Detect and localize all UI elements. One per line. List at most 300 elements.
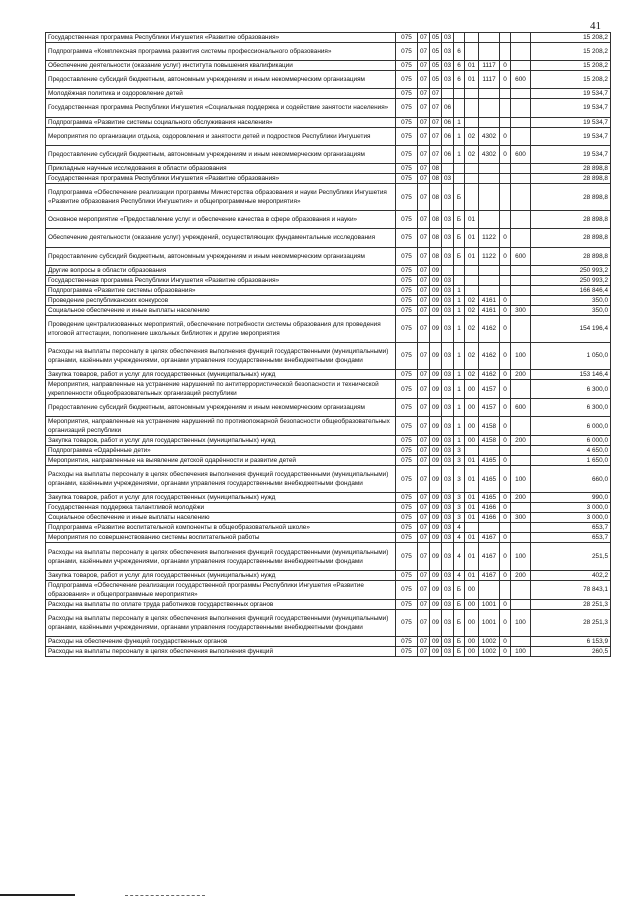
table-row xyxy=(46,43,611,61)
code-cell: 08 xyxy=(430,211,442,229)
item-name: Подпрограмма «Развитие воспитательной компоненты в общеобразовательной школе» xyxy=(46,523,396,533)
table-row xyxy=(46,503,611,513)
code-cell: 075 xyxy=(396,61,418,71)
code-cell xyxy=(479,211,500,229)
code-cell: 03 xyxy=(442,305,454,315)
code-cell: 4 xyxy=(454,543,465,570)
code-cell: 09 xyxy=(430,493,442,503)
code-cell xyxy=(500,173,511,183)
code-cell: 075 xyxy=(396,609,418,636)
code-cell: 4161 xyxy=(479,295,500,305)
code-cell: 1 xyxy=(454,315,465,342)
code-cell: 4302 xyxy=(479,127,500,145)
code-cell: 075 xyxy=(396,173,418,183)
code-cell: 01 xyxy=(465,466,479,493)
item-name: Прикладные научные исследования в области образования xyxy=(46,163,396,173)
code-cell xyxy=(511,580,531,599)
code-cell: 07 xyxy=(418,446,430,456)
code-cell: 100 xyxy=(511,646,531,656)
item-name: Мероприятия по организации отдыха, оздоровления и занятости детей и подростков Республики Ингушетия xyxy=(46,127,396,145)
code-cell xyxy=(511,533,531,543)
code-cell: 07 xyxy=(418,342,430,369)
code-cell: 09 xyxy=(430,285,442,295)
code-cell: 600 xyxy=(511,71,531,89)
code-cell xyxy=(479,580,500,599)
table-row xyxy=(46,173,611,183)
item-name: Предоставление субсидий бюджетным, автономным учреждениям и иным некоммерческим организациям xyxy=(46,71,396,89)
amount-cell: 653,7 xyxy=(531,523,611,533)
code-cell: 0 xyxy=(500,609,511,636)
code-cell xyxy=(511,599,531,609)
code-cell: 200 xyxy=(511,570,531,580)
code-cell: 4 xyxy=(454,533,465,543)
code-cell: 07 xyxy=(418,89,430,99)
code-cell: 00 xyxy=(465,609,479,636)
code-cell xyxy=(479,173,500,183)
item-name: Государственная программа Республики Ингушетия «Развитие образования» xyxy=(46,33,396,43)
code-cell xyxy=(454,265,465,275)
table-row xyxy=(46,247,611,265)
code-cell xyxy=(454,173,465,183)
table-row xyxy=(46,646,611,656)
code-cell: 1 xyxy=(454,370,465,380)
code-cell: 075 xyxy=(396,127,418,145)
code-cell: 00 xyxy=(465,636,479,646)
code-cell: 1 xyxy=(454,380,465,399)
code-cell: 09 xyxy=(430,295,442,305)
table-row xyxy=(46,399,611,417)
amount-cell: 153 146,4 xyxy=(531,370,611,380)
item-name: Молодёжная политика и оздоровление детей xyxy=(46,89,396,99)
code-cell: 03 xyxy=(442,543,454,570)
code-cell: 4167 xyxy=(479,543,500,570)
code-cell: 03 xyxy=(442,315,454,342)
code-cell: Б xyxy=(454,609,465,636)
amount-cell: 3 000,0 xyxy=(531,503,611,513)
code-cell: 07 xyxy=(418,609,430,636)
code-cell xyxy=(465,43,479,61)
code-cell: 08 xyxy=(430,183,442,210)
code-cell: 00 xyxy=(465,580,479,599)
code-cell xyxy=(442,163,454,173)
amount-cell: 350,0 xyxy=(531,305,611,315)
code-cell: 07 xyxy=(418,211,430,229)
code-cell: 1122 xyxy=(479,229,500,247)
code-cell: 075 xyxy=(396,436,418,446)
code-cell: 075 xyxy=(396,145,418,163)
amount-cell: 28 251,3 xyxy=(531,609,611,636)
code-cell: 07 xyxy=(418,127,430,145)
code-cell: 4165 xyxy=(479,466,500,493)
code-cell: 4 xyxy=(454,523,465,533)
code-cell: 1 xyxy=(454,342,465,369)
code-cell: 08 xyxy=(430,173,442,183)
amount-cell: 19 534,7 xyxy=(531,99,611,117)
code-cell: 07 xyxy=(418,145,430,163)
item-name: Расходы на выплаты персоналу в целях обеспечения выполнения функций государственными (муниципальными) органами, казёнными учреждениями, органами управления государственными внебюджетными фондами xyxy=(46,342,396,369)
table-row xyxy=(46,285,611,295)
item-name: Другие вопросы в области образования xyxy=(46,265,396,275)
code-cell: 03 xyxy=(442,570,454,580)
code-cell: 03 xyxy=(442,646,454,656)
code-cell: 00 xyxy=(465,399,479,417)
code-cell: 600 xyxy=(511,145,531,163)
code-cell: 4166 xyxy=(479,513,500,523)
item-name: Мероприятия, направленные на устранение нарушений по противопожарной безопасности общеобразовательных организаций республики xyxy=(46,417,396,436)
code-cell: 02 xyxy=(465,295,479,305)
code-cell xyxy=(465,285,479,295)
code-cell: Б xyxy=(454,646,465,656)
code-cell: 01 xyxy=(465,229,479,247)
code-cell: 075 xyxy=(396,342,418,369)
code-cell: 075 xyxy=(396,315,418,342)
code-cell: 4162 xyxy=(479,370,500,380)
code-cell: 09 xyxy=(430,570,442,580)
code-cell: 07 xyxy=(418,275,430,285)
table-row xyxy=(46,145,611,163)
amount-cell: 660,0 xyxy=(531,466,611,493)
code-cell: 075 xyxy=(396,265,418,275)
code-cell xyxy=(511,275,531,285)
amount-cell: 28 251,3 xyxy=(531,599,611,609)
code-cell: 075 xyxy=(396,543,418,570)
code-cell: 07 xyxy=(418,513,430,523)
code-cell: 05 xyxy=(430,33,442,43)
code-cell: 06 xyxy=(442,117,454,127)
table-row xyxy=(46,570,611,580)
code-cell: 09 xyxy=(430,533,442,543)
code-cell: 07 xyxy=(430,117,442,127)
code-cell: 09 xyxy=(430,315,442,342)
amount-cell: 28 898,8 xyxy=(531,183,611,210)
code-cell xyxy=(511,61,531,71)
item-name: Предоставление субсидий бюджетным, автономным учреждениям и иным некоммерческим организациям xyxy=(46,399,396,417)
code-cell: 1 xyxy=(454,417,465,436)
code-cell: 01 xyxy=(465,570,479,580)
code-cell: 075 xyxy=(396,117,418,127)
code-cell: 075 xyxy=(396,295,418,305)
code-cell: 07 xyxy=(418,399,430,417)
code-cell: 4162 xyxy=(479,315,500,342)
code-cell: 600 xyxy=(511,399,531,417)
code-cell: 02 xyxy=(465,342,479,369)
code-cell: 07 xyxy=(418,636,430,646)
item-name: Подпрограмма «Развитие системы образования» xyxy=(46,285,396,295)
item-name: Подпрограмма «Развитие системы социального обслуживания населения» xyxy=(46,117,396,127)
code-cell: 0 xyxy=(500,342,511,369)
code-cell: 075 xyxy=(396,43,418,61)
table-row xyxy=(46,609,611,636)
code-cell: 3 xyxy=(454,513,465,523)
code-cell xyxy=(511,636,531,646)
amount-cell: 250 993,2 xyxy=(531,275,611,285)
amount-cell: 3 000,0 xyxy=(531,513,611,523)
code-cell: 6 xyxy=(454,61,465,71)
code-cell xyxy=(511,295,531,305)
amount-cell: 990,0 xyxy=(531,493,611,503)
code-cell: 4158 xyxy=(479,417,500,436)
code-cell xyxy=(454,275,465,285)
item-name: Расходы на обеспечение функций государственных органов xyxy=(46,636,396,646)
code-cell: 075 xyxy=(396,599,418,609)
code-cell: 00 xyxy=(465,646,479,656)
code-cell: 03 xyxy=(442,285,454,295)
table-row xyxy=(46,380,611,399)
amount-cell: 402,2 xyxy=(531,570,611,580)
amount-cell: 154 196,4 xyxy=(531,315,611,342)
code-cell: 07 xyxy=(418,247,430,265)
table-row xyxy=(46,265,611,275)
code-cell xyxy=(500,99,511,117)
code-cell: 03 xyxy=(442,580,454,599)
code-cell: 07 xyxy=(418,533,430,543)
code-cell xyxy=(454,163,465,173)
item-name: Основное мероприятие «Предоставление услуг и обеспечение качества в сфере образования и науки» xyxy=(46,211,396,229)
code-cell xyxy=(479,183,500,210)
code-cell: 075 xyxy=(396,380,418,399)
table-row xyxy=(46,436,611,446)
code-cell: 07 xyxy=(418,417,430,436)
code-cell: 0 xyxy=(500,417,511,436)
code-cell: 08 xyxy=(430,163,442,173)
table-row xyxy=(46,211,611,229)
code-cell: 03 xyxy=(442,342,454,369)
amount-cell: 260,5 xyxy=(531,646,611,656)
code-cell: 07 xyxy=(418,543,430,570)
code-cell xyxy=(465,275,479,285)
code-cell: 075 xyxy=(396,33,418,43)
code-cell: 03 xyxy=(442,380,454,399)
code-cell xyxy=(465,446,479,456)
item-name: Закупка товаров, работ и услуг для государственных (муниципальных) нужд xyxy=(46,436,396,446)
code-cell: 1 xyxy=(454,117,465,127)
code-cell xyxy=(511,33,531,43)
amount-cell: 28 898,8 xyxy=(531,163,611,173)
code-cell: 075 xyxy=(396,399,418,417)
code-cell: 09 xyxy=(430,636,442,646)
budget-table xyxy=(45,32,611,657)
code-cell: 0 xyxy=(500,533,511,543)
amount-cell: 250 993,2 xyxy=(531,265,611,275)
code-cell xyxy=(479,99,500,117)
item-name: Проведение централизованных мероприятий, обеспечение потребности системы образования для проведения итоговой аттестации, пополнение школьных библиотек и другие мероприятия xyxy=(46,315,396,342)
amount-cell: 6 153,9 xyxy=(531,636,611,646)
code-cell: 03 xyxy=(442,636,454,646)
item-name: Государственная программа Республики Ингушетия «Развитие образования» xyxy=(46,275,396,285)
code-cell: 09 xyxy=(430,609,442,636)
table-row xyxy=(46,370,611,380)
code-cell xyxy=(511,117,531,127)
code-cell: 09 xyxy=(430,417,442,436)
code-cell: 100 xyxy=(511,609,531,636)
code-cell: 1117 xyxy=(479,71,500,89)
code-cell xyxy=(511,417,531,436)
code-cell: 300 xyxy=(511,305,531,315)
code-cell: Б xyxy=(454,580,465,599)
code-cell xyxy=(465,163,479,173)
code-cell xyxy=(454,89,465,99)
code-cell: 0 xyxy=(500,71,511,89)
code-cell: 075 xyxy=(396,570,418,580)
code-cell: 03 xyxy=(442,33,454,43)
code-cell xyxy=(479,163,500,173)
code-cell xyxy=(479,265,500,275)
code-cell: 075 xyxy=(396,275,418,285)
item-name: Социальное обеспечение и иные выплаты населению xyxy=(46,305,396,315)
item-name: Государственная программа Республики Ингушетия «Развитие образования» xyxy=(46,173,396,183)
table-row xyxy=(46,513,611,523)
item-name: Предоставление субсидий бюджетным, автономным учреждениям и иным некоммерческим организациям xyxy=(46,145,396,163)
code-cell: 06 xyxy=(442,99,454,117)
code-cell: 0 xyxy=(500,295,511,305)
code-cell: 03 xyxy=(442,609,454,636)
code-cell: 07 xyxy=(418,265,430,275)
code-cell: 05 xyxy=(430,43,442,61)
code-cell: 200 xyxy=(511,370,531,380)
item-name: Обеспечение деятельности (оказание услуг) учреждений, осуществляющих фундаментальные исследования xyxy=(46,229,396,247)
amount-cell: 1 050,0 xyxy=(531,342,611,369)
code-cell: 01 xyxy=(465,513,479,523)
code-cell: 075 xyxy=(396,523,418,533)
code-cell: 09 xyxy=(430,305,442,315)
code-cell: 0 xyxy=(500,145,511,163)
code-cell: 075 xyxy=(396,493,418,503)
amount-cell: 19 534,7 xyxy=(531,127,611,145)
code-cell: 1117 xyxy=(479,61,500,71)
amount-cell: 6 300,0 xyxy=(531,380,611,399)
code-cell: 075 xyxy=(396,229,418,247)
table-row xyxy=(46,543,611,570)
code-cell: 09 xyxy=(430,543,442,570)
code-cell xyxy=(479,523,500,533)
code-cell: 075 xyxy=(396,417,418,436)
code-cell: 0 xyxy=(500,543,511,570)
code-cell: 09 xyxy=(430,446,442,456)
code-cell: 05 xyxy=(430,71,442,89)
code-cell xyxy=(511,173,531,183)
table-row xyxy=(46,523,611,533)
code-cell: 01 xyxy=(465,503,479,513)
code-cell: 03 xyxy=(442,513,454,523)
code-cell: 1002 xyxy=(479,646,500,656)
code-cell: 01 xyxy=(465,61,479,71)
item-name: Закупка товаров, работ и услуг для государственных (муниципальных) нужд xyxy=(46,570,396,580)
code-cell: 1 xyxy=(454,295,465,305)
amount-cell: 15 208,2 xyxy=(531,43,611,61)
code-cell: 4157 xyxy=(479,399,500,417)
table-row xyxy=(46,33,611,43)
code-cell: 03 xyxy=(442,295,454,305)
amount-cell: 251,5 xyxy=(531,543,611,570)
code-cell: 09 xyxy=(430,503,442,513)
code-cell xyxy=(500,211,511,229)
code-cell: 02 xyxy=(465,305,479,315)
code-cell xyxy=(465,183,479,210)
code-cell: 075 xyxy=(396,446,418,456)
code-cell: 200 xyxy=(511,493,531,503)
code-cell: 09 xyxy=(430,399,442,417)
code-cell: 03 xyxy=(442,61,454,71)
code-cell: 4167 xyxy=(479,570,500,580)
amount-cell: 19 534,7 xyxy=(531,117,611,127)
code-cell: 075 xyxy=(396,211,418,229)
code-cell: 075 xyxy=(396,503,418,513)
table-row xyxy=(46,315,611,342)
code-cell: 0 xyxy=(500,127,511,145)
code-cell: 075 xyxy=(396,71,418,89)
amount-cell: 28 898,8 xyxy=(531,247,611,265)
code-cell: 09 xyxy=(430,580,442,599)
code-cell: 01 xyxy=(465,71,479,89)
code-cell: 0 xyxy=(500,399,511,417)
code-cell: 07 xyxy=(418,570,430,580)
table-row xyxy=(46,127,611,145)
code-cell xyxy=(511,211,531,229)
code-cell xyxy=(465,99,479,117)
code-cell xyxy=(511,89,531,99)
code-cell: 01 xyxy=(465,211,479,229)
code-cell xyxy=(500,117,511,127)
code-cell: 03 xyxy=(442,533,454,543)
code-cell: 0 xyxy=(500,636,511,646)
code-cell: 075 xyxy=(396,99,418,117)
code-cell: 03 xyxy=(442,456,454,466)
code-cell: 07 xyxy=(418,315,430,342)
code-cell xyxy=(500,580,511,599)
code-cell: 07 xyxy=(418,503,430,513)
code-cell xyxy=(465,117,479,127)
amount-cell: 28 898,8 xyxy=(531,173,611,183)
code-cell: 03 xyxy=(442,183,454,210)
code-cell: 03 xyxy=(442,211,454,229)
table-row xyxy=(46,117,611,127)
code-cell: 100 xyxy=(511,342,531,369)
code-cell: 01 xyxy=(465,456,479,466)
table-row xyxy=(46,417,611,436)
code-cell: 07 xyxy=(418,436,430,446)
table-row xyxy=(46,456,611,466)
code-cell: 09 xyxy=(430,599,442,609)
code-cell xyxy=(479,117,500,127)
bottom-dashed-rule xyxy=(125,895,205,897)
code-cell: Б xyxy=(454,229,465,247)
code-cell xyxy=(500,285,511,295)
table-row xyxy=(46,89,611,99)
code-cell: 0 xyxy=(500,503,511,513)
code-cell: 09 xyxy=(430,436,442,446)
code-cell: 075 xyxy=(396,533,418,543)
code-cell: 075 xyxy=(396,580,418,599)
code-cell: 3 xyxy=(454,456,465,466)
code-cell: 07 xyxy=(418,295,430,305)
amount-cell: 166 846,4 xyxy=(531,285,611,295)
code-cell: 07 xyxy=(418,380,430,399)
table-row xyxy=(46,295,611,305)
amount-cell: 28 898,8 xyxy=(531,229,611,247)
code-cell xyxy=(479,89,500,99)
code-cell: 075 xyxy=(396,305,418,315)
item-name: Обеспечение деятельности (оказание услуг) институтa повышения квалификации xyxy=(46,61,396,71)
code-cell: 07 xyxy=(418,523,430,533)
code-cell: 02 xyxy=(465,370,479,380)
code-cell: 1002 xyxy=(479,636,500,646)
code-cell: 0 xyxy=(500,436,511,446)
code-cell: 03 xyxy=(442,370,454,380)
code-cell: 1 xyxy=(454,127,465,145)
table-row xyxy=(46,466,611,493)
amount-cell: 19 534,7 xyxy=(531,145,611,163)
code-cell: 07 xyxy=(418,493,430,503)
